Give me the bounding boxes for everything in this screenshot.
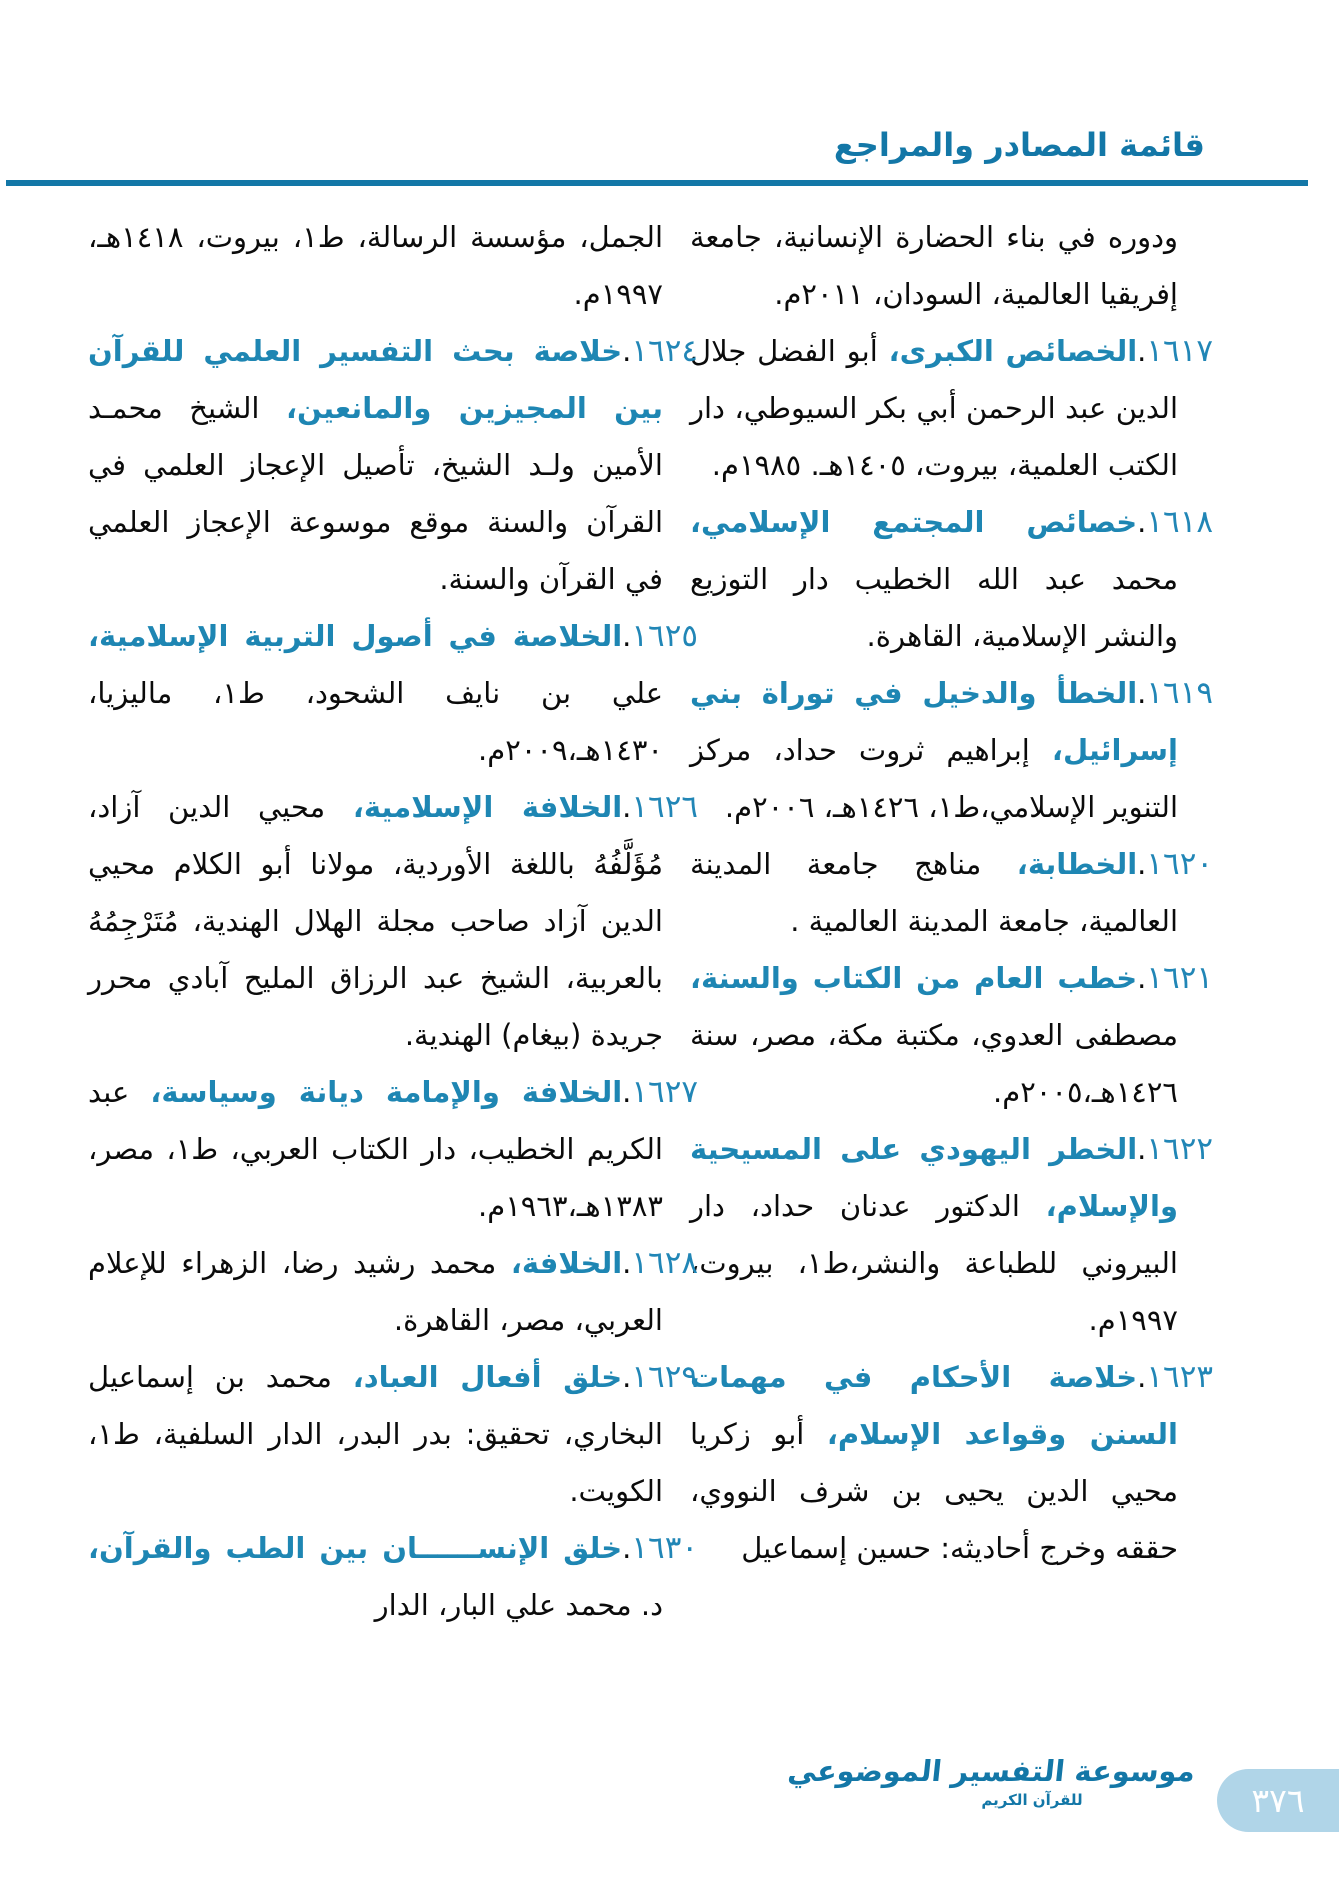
entry-number: ١٦٢٦ — [631, 789, 698, 825]
entry-title: الخلاصة في أصول التربية الإسلامية، — [88, 619, 623, 653]
entry-text: محمد عبد الله الخطيب دار التوزيع والنشر الإسلامية، القاهرة. — [690, 562, 1178, 653]
entry-separator: . — [622, 790, 632, 824]
bibliography-column-left — [88, 209, 698, 1634]
entry-number: ١٦٢١ — [1146, 960, 1213, 996]
bibliography-entry — [88, 1235, 698, 1349]
entry-number: ١٦٢٩ — [631, 1359, 698, 1395]
bibliography-entry — [88, 1064, 698, 1235]
bibliography-entry — [88, 608, 698, 779]
entry-text: إبراهيم ثروت حداد، مركز التنوير الإسلامي،ط١، ١٤٢٦هـ، ٢٠٠٦م. — [690, 733, 1178, 824]
entry-text: محمد رشيد رضا، الزهراء للإعلام العربي، مصر، القاهرة. — [88, 1246, 663, 1337]
entry-text: مصطفى العدوي، مكتبة مكة، مصر، سنة ١٤٢٦هـ،٢٠٠٥م. — [690, 1018, 1178, 1109]
publisher-logo — [786, 1754, 1197, 1809]
entry-title: خلق أفعال العباد، — [352, 1360, 623, 1394]
entry-text: أبو زكريا محيي الدين يحيى بن شرف النووي، حققه وخرج أحاديثه: حسين إسماعيل — [690, 1417, 1178, 1565]
entry-number: ١٦٢٧ — [631, 1074, 698, 1110]
entry-separator: . — [1137, 1132, 1147, 1166]
bibliography-entry — [88, 1520, 698, 1634]
entry-text: علي بن نايف الشحود، ط١، ماليزيا، ١٤٣٠هـ،٢٠٠٩م. — [88, 676, 663, 767]
entry-number: ١٦١٨ — [1146, 504, 1213, 540]
entry-text: عبد الكريم الخطيب، دار الكتاب العربي، ط١، مصر، ١٣٨٣هـ،١٩٦٣م. — [88, 1075, 663, 1223]
entry-title: الخصائص الكبرى، — [888, 334, 1138, 368]
page-title: قائمة المصادر والمراجع — [833, 126, 1205, 164]
bibliography-entry — [690, 494, 1213, 665]
bibliography-entry — [88, 209, 698, 323]
entry-separator: . — [622, 334, 632, 368]
bibliography-entry — [690, 665, 1213, 836]
entry-number: ١٦٢٣ — [1146, 1359, 1213, 1395]
entry-number: ١٦٢٨ — [631, 1245, 698, 1281]
entry-separator: . — [1137, 676, 1147, 710]
entry-number: ١٦٢٥ — [631, 618, 698, 654]
bibliography-entry — [690, 836, 1213, 950]
bibliography-entry — [88, 323, 698, 608]
entry-text: محمد بن إسماعيل البخاري، تحقيق: بدر البدر، الدار السلفية، ط١، الكويت. — [88, 1360, 663, 1508]
entry-separator: . — [1137, 1360, 1147, 1394]
entry-title: الخلافة، — [510, 1246, 623, 1280]
entry-separator: . — [622, 1075, 632, 1109]
entry-separator: . — [622, 619, 632, 653]
entry-separator: . — [1137, 505, 1147, 539]
entry-separator: . — [1137, 334, 1147, 368]
entry-title: الخطابة، — [1016, 847, 1138, 881]
publisher-logo-subtitle: للقرآن الكريم — [981, 1790, 1083, 1809]
entry-title: الخلافة الإسلامية، — [352, 790, 623, 824]
entry-number: ١٦٢٤ — [631, 333, 698, 369]
entry-text: الدكتور عدنان حداد، دار البيروني للطباعة والنشر،ط١، بيروت، ١٩٩٧م. — [690, 1189, 1178, 1337]
entry-number: ١٦١٩ — [1146, 675, 1213, 711]
entry-title: خلق الإنســــــان بين الطب والقرآن، — [88, 1531, 623, 1565]
entry-text: د. محمد علي البار، الدار — [374, 1588, 663, 1622]
entry-title: الخلافة والإمامة ديانة وسياسة، — [150, 1075, 623, 1109]
page-number-badge: ٣٧٦ — [1217, 1769, 1339, 1832]
header-rule — [6, 180, 1308, 186]
entry-text: محيي الدين آزاد، مُؤَلَّفُهُ باللغة الأوردية، مولانا أبو الكلام محيي الدين آزاد صاحب مجلة الهلال الهندية، مُتَرْجِمُهُ بالعربية، الشيخ عبد الرزاق المليح آبادي محرر جريدة (بيغام) الهندية. — [88, 790, 663, 1052]
entry-title: خصائص المجتمع الإسلامي، — [690, 505, 1138, 539]
entry-title: خطب العام من الكتاب والسنة، — [690, 961, 1138, 995]
bibliography-column-right — [690, 209, 1213, 1577]
bibliography-entry — [88, 1349, 698, 1520]
entry-separator: . — [622, 1531, 632, 1565]
entry-number: ١٦٢٢ — [1146, 1131, 1213, 1167]
entry-separator: . — [1137, 847, 1147, 881]
entry-title: خلاصة بحث التفسير العلمي للقرآن بين المجيزين والمانعين، — [88, 334, 663, 425]
entry-separator: . — [622, 1246, 632, 1280]
entry-number: ١٦١٧ — [1146, 333, 1213, 369]
entry-title: الخطأ والدخيل في توراة بني إسرائيل، — [690, 676, 1178, 767]
entry-separator: . — [622, 1360, 632, 1394]
bibliography-entry — [690, 1121, 1213, 1349]
entry-title: الخطر اليهودي على المسيحية والإسلام، — [690, 1132, 1178, 1223]
bibliography-entry — [690, 1349, 1213, 1577]
bibliography-entry — [690, 950, 1213, 1121]
bibliography-entry — [690, 209, 1213, 323]
bibliography-entry — [88, 779, 698, 1064]
publisher-logo-title: موسوعة التفسير الموضوعي — [786, 1754, 1197, 1788]
entry-text: الشيخ محمـد الأمين ولـد الشيخ، تأصيل الإعجاز العلمي في القرآن والسنة موقع موسوعة الإعجاز العلمي في القرآن والسنة. — [88, 391, 663, 596]
entry-text: مناهج جامعة المدينة العالمية، جامعة المدينة العالمية . — [690, 847, 1178, 938]
entry-text: الجمل، مؤسسة الرسالة، ط١، بيروت، ١٤١٨هـ، ١٩٩٧م. — [88, 220, 663, 311]
bibliography-entry — [690, 323, 1213, 494]
entry-text: أبو الفضل جلال الدين عبد الرحمن أبي بكر السيوطي، دار الكتب العلمية، بيروت، ١٤٠٥هـ. ١٩٨٥م. — [690, 334, 1178, 482]
entry-number: ١٦٢٠ — [1146, 846, 1213, 882]
entry-number: ١٦٣٠ — [631, 1530, 698, 1566]
entry-separator: . — [1137, 961, 1147, 995]
entry-title: خلاصة الأحكام في مهمات السنن وقواعد الإسلام، — [690, 1360, 1178, 1451]
entry-text: ودوره في بناء الحضارة الإنسانية، جامعة إفريقيا العالمية، السودان، ٢٠١١م. — [690, 220, 1178, 311]
